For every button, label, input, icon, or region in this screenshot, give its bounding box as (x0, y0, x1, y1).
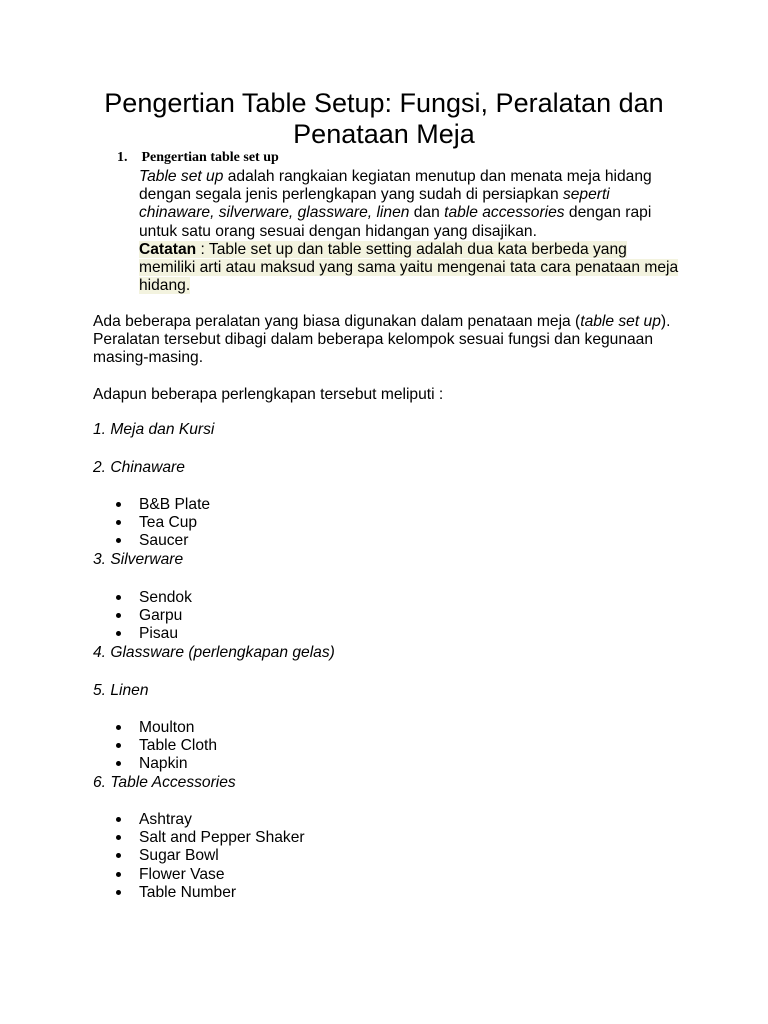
list-item: Sugar Bowl (0, 847, 305, 865)
bullet-icon (116, 761, 121, 766)
category-label: 4. Glassware (perlengkapan gelas) (93, 644, 335, 661)
definition-examples: seperti chinaware, silverware, glassware, linen (139, 186, 610, 222)
chinaware-list (0, 496, 210, 551)
bullet-icon (116, 853, 121, 858)
linen-list (0, 719, 217, 774)
bullet-icon (116, 835, 121, 840)
list-item: Moulton (0, 719, 217, 737)
bullet-icon (116, 743, 121, 748)
definition-term: Table set up (139, 168, 224, 185)
list-item: Pisau (0, 625, 192, 643)
list-item: Salt and Pepper Shaker (0, 829, 305, 847)
list-item: Sendok (0, 589, 192, 607)
bullet-icon (116, 817, 121, 822)
definition-accessories: table accessories (444, 204, 565, 222)
paragraph-text-a: Ada beberapa peralatan yang biasa digunakan dalam penataan meja ( (93, 313, 581, 330)
category-label: 3. Silverware (93, 551, 184, 568)
list-item: Flower Vase (0, 866, 305, 884)
category-label: 2. Chinaware (93, 459, 185, 476)
category-label: 6. Table Accessories (93, 774, 236, 791)
paragraph-equipment (93, 313, 673, 368)
bullet-icon (116, 520, 121, 525)
note-label: Catatan (139, 240, 197, 258)
bullet-icon (116, 631, 121, 636)
list-item: B&B Plate (0, 496, 210, 514)
section-heading-text: Pengertian table set up (141, 150, 279, 165)
note-text: : Table set up dan table setting adalah dua kata berbeda yang memiliki arti atau maksud yang sama yaitu mengenai tata cara penataan meja hidang. (139, 240, 679, 295)
category-label: 5. Linen (93, 682, 149, 699)
paragraph-text-b: ). Peralatan tersebut dibagi dalam beberapa kelompok sesuai fungsi dan kegunaan masing-masing. (93, 313, 671, 367)
bullet-icon (116, 595, 121, 600)
intro-text: Adapun beberapa perlengkapan tersebut meliputi : (93, 386, 444, 403)
category-label: 1. Meja dan Kursi (93, 421, 215, 438)
bullet-icon (116, 890, 121, 895)
list-item: Table Cloth (0, 737, 217, 755)
list-item: Ashtray (0, 811, 305, 829)
list-item: Tea Cup (0, 514, 210, 532)
list-item: Table Number (0, 884, 305, 902)
definition-block (139, 168, 679, 295)
accessories-list (0, 811, 305, 902)
bullet-icon (116, 872, 121, 877)
list-item: Saucer (0, 532, 210, 550)
note-highlight (139, 241, 678, 294)
bullet-icon (116, 502, 121, 507)
bullet-icon (116, 725, 121, 730)
list-item: Garpu (0, 607, 192, 625)
silverware-list (0, 589, 192, 644)
definition-text-1: adalah rangkaian kegiatan menutup dan menata meja hidang dengan segala jenis perlengkapan yang sudah di persiapkan (139, 168, 652, 204)
bullet-icon (116, 613, 121, 618)
section-number: 1. (117, 150, 128, 165)
definition-text-2: dengan rapi untuk satu orang sesuai dengan hidangan yang disajikan. (139, 204, 652, 240)
section-heading (117, 150, 279, 166)
definition-and: dan (409, 204, 445, 222)
list-item: Napkin (0, 755, 217, 773)
paragraph-term: table set up (580, 313, 661, 330)
page-title: Pengertian Table Setup: Fungsi, Peralatan dan Penataan Meja (104, 88, 664, 149)
bullet-icon (116, 538, 121, 543)
